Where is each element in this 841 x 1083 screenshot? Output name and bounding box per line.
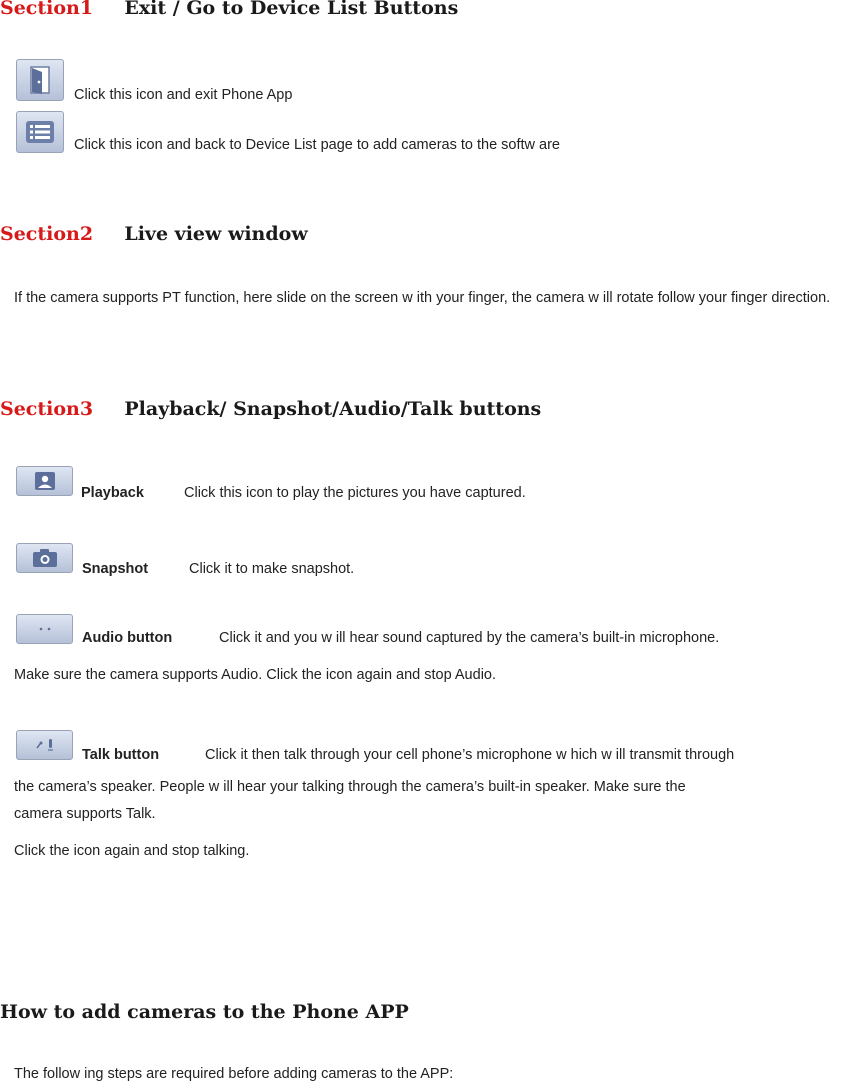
- live-view-description: If the camera supports PT function, here slide on the screen w ith your finger, the camera w ill rotate follow your finger direction.: [14, 290, 831, 306]
- audio-button[interactable]: [16, 614, 73, 644]
- section3-heading: [0, 398, 541, 420]
- playback-button[interactable]: [16, 466, 73, 496]
- section1-title: Exit / Go to Device List Buttons: [124, 0, 459, 19]
- exit-description: Click this icon and exit Phone App: [74, 87, 293, 103]
- talk-button[interactable]: [16, 730, 73, 760]
- device-list-description: Click this icon and back to Device List page to add cameras to the softw are: [74, 137, 560, 153]
- talk-label: Talk button: [82, 747, 160, 763]
- exit-button[interactable]: [16, 59, 64, 101]
- section1-heading: [0, 0, 458, 19]
- add-cameras-intro: The follow ing steps are required before adding cameras to the APP:: [14, 1066, 454, 1082]
- snapshot-button[interactable]: [16, 543, 73, 573]
- playback-label: Playback: [81, 485, 144, 501]
- talk-stop-description: Click the icon again and stop talking.: [14, 843, 250, 859]
- talk-description: Click it then talk through your cell phone’s microphone w hich w ill transmit through: [205, 747, 735, 763]
- audio-icon: [35, 624, 55, 634]
- device-list-button[interactable]: [16, 111, 64, 153]
- snapshot-camera-icon: [32, 548, 58, 568]
- audio-description-cont: Make sure the camera supports Audio. Click the icon again and stop Audio.: [14, 667, 497, 683]
- audio-label: Audio button: [82, 630, 173, 646]
- audio-description: Click it and you w ill hear sound captured by the camera’s built-in microphone.: [219, 630, 720, 646]
- section1-label: Section1: [0, 0, 94, 19]
- talk-microphone-icon: [31, 736, 59, 754]
- section2-label: Section2: [0, 223, 94, 245]
- device-list-icon: [24, 119, 56, 145]
- playback-description: Click this icon to play the pictures you have captured.: [184, 485, 526, 501]
- playback-photo-icon: [34, 471, 56, 491]
- section2-heading: [0, 223, 308, 245]
- section3-title: Playback/ Snapshot/Audio/Talk buttons: [124, 398, 542, 420]
- snapshot-description: Click it to make snapshot.: [189, 561, 355, 577]
- talk-description-cont2: camera supports Talk.: [14, 806, 156, 822]
- exit-door-icon: [25, 64, 55, 96]
- talk-description-cont: the camera’s speaker. People w ill hear your talking through the camera’s built-in speaker. Make sure the: [14, 779, 686, 795]
- section3-label: Section3: [0, 398, 94, 420]
- add-cameras-heading: How to add cameras to the Phone APP: [0, 1001, 409, 1023]
- section2-title: Live view window: [124, 223, 308, 245]
- snapshot-label: Snapshot: [82, 561, 149, 577]
